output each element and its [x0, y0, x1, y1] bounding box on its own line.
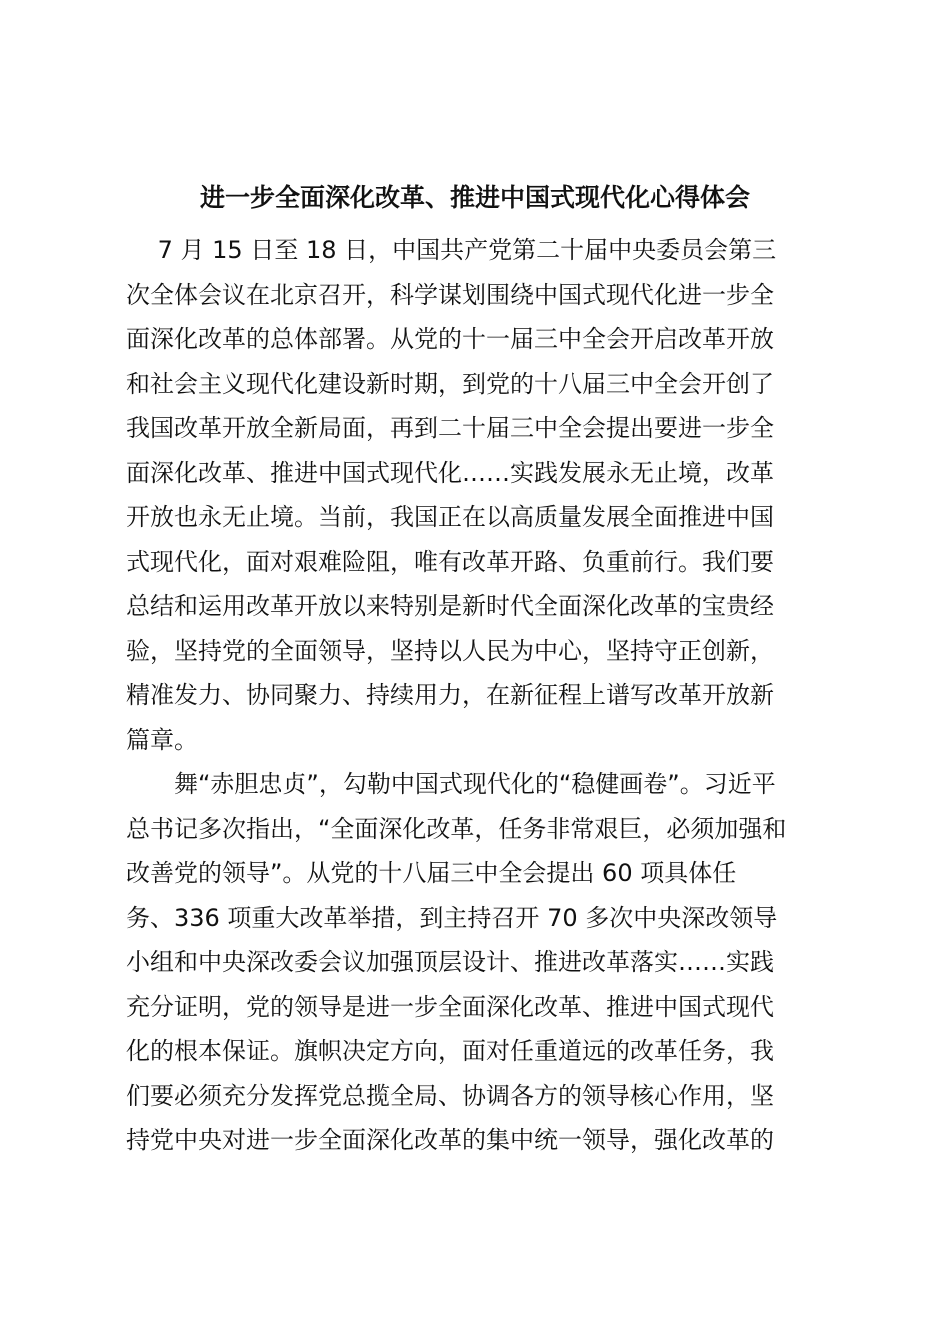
text-line: 化的根本保证。旗帜决定方向，面对任重道远的改革任务，我: [126, 1037, 774, 1065]
text-line: 7 月 15 日至 18 日，中国共产党第二十届中央委员会第三: [126, 236, 777, 264]
text-line: 面深化改革的总体部署。从党的十一届三中全会开启改革开放: [126, 325, 774, 353]
text-line: 改善党的领导”。从党的十八届三中全会提出 60 项具体任: [126, 859, 737, 887]
text-line: 精准发力、协同聚力、持续用力，在新征程上谱写改革开放新: [126, 681, 774, 709]
text-line: 舞“赤胆忠贞”，勾勒中国式现代化的“稳健画卷”。习近平: [126, 770, 776, 798]
text-line: 持党中央对进一步全面深化改革的集中统一领导，强化改革的: [126, 1126, 774, 1154]
text-line: 篇章。: [126, 725, 198, 754]
text-line: 充分证明，党的领导是进一步全面深化改革、推进中国式现代: [126, 992, 774, 1021]
text-line: 式现代化，面对艰难险阻，唯有改革开路、负重前行。我们要: [126, 547, 774, 576]
text-line: 面深化改革、推进中国式现代化……实践发展永无止境，改革: [126, 458, 774, 487]
text-line: 和社会主义现代化建设新时期，到党的十八届三中全会开创了: [126, 369, 774, 398]
document-title: 进一步全面深化改革、推进中国式现代化心得体会: [199, 183, 750, 212]
text-line: 我国改革开放全新局面，再到二十届三中全会提出要进一步全: [126, 414, 774, 442]
text-line: 务、336 项重大改革举措，到主持召开 70 多次中央深改领导: [126, 903, 778, 932]
document-body: [126, 228, 846, 1163]
text-line: 开放也永无止境。当前，我国正在以高质量发展全面推进中国: [126, 503, 774, 531]
text-line: 总书记多次指出，“全面深化改革，任务非常艰巨，必须加强和: [126, 814, 787, 843]
text-line: 们要必须充分发挥党总揽全局、协调各方的领导核心作用，坚: [126, 1081, 774, 1110]
text-line: 总结和运用改革开放以来特别是新时代全面深化改革的宝贵经: [126, 592, 774, 620]
text-line: 次全体会议在北京召开，科学谋划围绕中国式现代化进一步全: [126, 280, 774, 309]
text-line: 小组和中央深改委会议加强顶层设计、推进改革落实……实践: [126, 948, 774, 976]
text-line: 验，坚持党的全面领导，坚持以人民为中心，坚持守正创新，: [126, 636, 774, 665]
